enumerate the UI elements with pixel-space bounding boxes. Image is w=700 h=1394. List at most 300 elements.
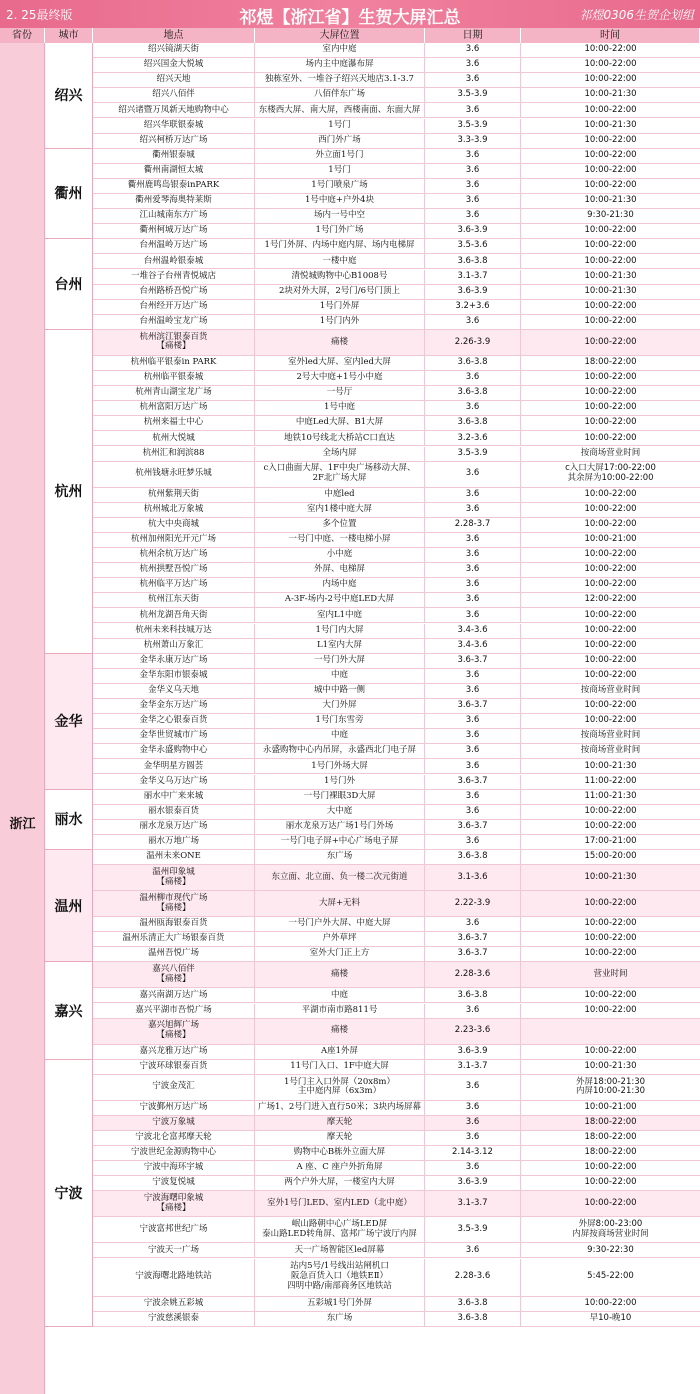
table-row	[93, 1060, 700, 1075]
date-text: 3.6-3.8	[457, 851, 488, 862]
time-cell	[521, 416, 700, 430]
time-text: 11:00-21:30	[584, 790, 637, 801]
venue-text: 台州温岭银泰城	[143, 255, 204, 266]
date-text: 3.5-3.6	[457, 240, 488, 251]
date-cell	[425, 518, 521, 532]
screen-location-text: 一楼中庭	[322, 255, 357, 266]
table-row	[93, 775, 700, 790]
venue-cell	[93, 699, 255, 713]
venue-cell	[93, 43, 255, 57]
date-text: 3.1-3.7	[457, 270, 488, 281]
date-text: 3.6	[465, 685, 480, 696]
time-cell	[521, 1259, 700, 1296]
time-text: 18:00-22:00	[584, 357, 637, 368]
time-cell	[521, 401, 700, 415]
venue-text: 宁波环球银泰百货	[139, 1060, 208, 1071]
venue-text: 【痛楼】	[156, 1030, 191, 1041]
date-cell	[425, 669, 521, 683]
time-text: 外屏8:00-23:00	[578, 1219, 643, 1230]
time-cell	[521, 932, 700, 946]
date-cell	[425, 1101, 521, 1115]
time-cell	[521, 239, 700, 253]
time-text: 10:00-21:00	[584, 1101, 637, 1112]
date-text: 3.4-3.6	[457, 624, 488, 635]
screen-location-cell	[255, 1116, 425, 1130]
screen-location-cell	[255, 775, 425, 789]
screen-location-text: 泰山路LED转角屏、富邦广场宁波厅内屏	[262, 1228, 417, 1239]
time-cell	[521, 1075, 700, 1100]
screen-location-cell	[255, 88, 425, 102]
date-cell	[425, 447, 521, 461]
date-cell	[425, 134, 521, 148]
time-cell	[521, 503, 700, 517]
time-text: 10:00-22:00	[584, 700, 637, 711]
venue-cell	[93, 1045, 255, 1059]
time-cell	[521, 462, 700, 487]
venue-cell	[93, 1312, 255, 1326]
date-text: 3.6	[465, 164, 480, 175]
table-row	[93, 73, 700, 88]
venue-cell	[93, 194, 255, 208]
screen-location-cell	[255, 1191, 425, 1216]
venue-text: 杭州青山湖宝龙广场	[135, 387, 212, 398]
date-text: 2.23-3.6	[454, 1025, 491, 1036]
time-cell	[521, 1019, 700, 1044]
time-cell	[521, 194, 700, 208]
venue-cell	[93, 300, 255, 314]
table-row	[93, 1019, 700, 1045]
time-text: c入口大屏17:00-22:00	[565, 463, 656, 474]
screen-location-text: A 座、C 座户外折角屏	[296, 1162, 383, 1173]
screen-location-text: 地铁10号线北大桥站C口直达	[284, 432, 395, 443]
time-cell	[521, 744, 700, 758]
time-cell	[521, 669, 700, 683]
time-text: 10:00-21:30	[584, 270, 637, 281]
screen-location-cell	[255, 330, 425, 355]
venue-cell	[93, 744, 255, 758]
date-cell	[425, 285, 521, 299]
table-row	[93, 1116, 700, 1131]
screen-location-cell	[255, 891, 425, 916]
screen-location-text: 东立面、北立面、负一楼二次元街道	[271, 871, 408, 882]
city-cell: 绍兴	[45, 43, 93, 149]
venue-text: 衢州鹿鸣岛银泰inPARK	[127, 180, 220, 191]
date-text: 3.6	[465, 1117, 480, 1128]
time-cell	[521, 1161, 700, 1175]
screen-location-text: 2号大中庭+1号小中庭	[296, 372, 383, 383]
date-text: 3.6	[465, 44, 480, 55]
table-row	[93, 1045, 700, 1060]
venue-text: 温州吾悦广场	[147, 948, 199, 959]
screen-location-text: 一号门裸眼3D大屏	[303, 790, 376, 801]
venue-text: 金华永康万达广场	[139, 654, 208, 665]
venue-text: 杭州大悦城	[152, 432, 195, 443]
screen-location-text: 东广场	[326, 1312, 353, 1323]
time-cell	[521, 270, 700, 284]
col-screen-location: 大屏位置	[255, 28, 425, 43]
screen-location-cell	[255, 1131, 425, 1145]
venue-cell	[93, 401, 255, 415]
venue-cell	[93, 371, 255, 385]
city-cell: 丽水	[45, 790, 93, 850]
date-text: 3.6-3.7	[457, 654, 488, 665]
venue-cell	[93, 1116, 255, 1130]
venue-text: 杭州富阳万达广场	[139, 402, 208, 413]
venue-text: 金华之心银泰百货	[139, 715, 208, 726]
date-text: 2.28-3.6	[454, 1271, 491, 1282]
time-text: 10:00-22:00	[584, 948, 637, 959]
screen-location-cell	[255, 932, 425, 946]
date-cell	[425, 356, 521, 370]
screen-location-text: 一号门户外大屏、中庭大屏	[288, 918, 391, 929]
venue-cell	[93, 134, 255, 148]
screen-location-cell	[255, 1297, 425, 1311]
time-cell	[521, 431, 700, 445]
time-text: 10:00-22:00	[584, 315, 637, 326]
screen-location-text: 1号门东雪旁	[315, 715, 364, 726]
date-text: 2.22-3.9	[454, 897, 491, 908]
table-row	[93, 356, 700, 371]
screen-location-text: 痛楼	[330, 969, 348, 979]
time-text: 内屏按商场营业时间	[572, 1228, 649, 1239]
date-cell	[425, 533, 521, 547]
time-cell	[521, 805, 700, 819]
venue-text: 绍兴八佰伴	[152, 89, 195, 100]
date-text: 3.6	[465, 402, 480, 413]
screen-location-cell	[255, 699, 425, 713]
time-cell	[521, 639, 700, 653]
venue-text: 宁波金茂汇	[152, 1081, 195, 1092]
screen-location-cell	[255, 1019, 425, 1044]
table-row	[93, 563, 700, 578]
table-row	[93, 134, 700, 149]
date-cell	[425, 1045, 521, 1059]
time-cell	[521, 1191, 700, 1216]
date-cell	[425, 1131, 521, 1145]
time-cell	[521, 835, 700, 849]
venue-cell	[93, 1075, 255, 1100]
date-text: 3.6	[465, 488, 480, 499]
venue-text: 【痛楼】	[156, 973, 191, 984]
venue-cell	[93, 179, 255, 193]
date-cell	[425, 58, 521, 72]
province-name: 浙江	[9, 817, 36, 832]
screen-location-text: 天一广场智能区led屏幕	[294, 1244, 385, 1255]
table-row	[93, 401, 700, 416]
time-cell	[521, 593, 700, 607]
table-row	[93, 58, 700, 73]
date-text: 3.6-3.7	[457, 820, 488, 831]
venue-text: 宁波世纪金源购物中心	[130, 1147, 216, 1158]
venue-text: 嘉兴龙雅万达广场	[139, 1045, 208, 1056]
date-cell	[425, 1075, 521, 1100]
venue-text: 宁波鄞州万达广场	[139, 1101, 208, 1112]
date-text: 3.6-3.9	[457, 225, 488, 236]
time-cell	[521, 699, 700, 713]
time-text: 17:00-21:00	[584, 836, 637, 847]
screen-location-cell	[255, 447, 425, 461]
screen-location-cell	[255, 194, 425, 208]
venue-text: 衢州爱琴海奥特莱斯	[135, 195, 212, 206]
date-text: 3.6	[465, 1004, 480, 1015]
screen-location-cell	[255, 1060, 425, 1074]
time-text: 10:00-22:00	[584, 989, 637, 1000]
table-row	[93, 447, 700, 462]
table-row	[93, 917, 700, 932]
screen-location-cell	[255, 518, 425, 532]
screen-location-text: 大屏+无料	[318, 897, 361, 908]
date-text: 3.6	[465, 468, 480, 479]
date-cell	[425, 315, 521, 329]
screen-location-cell	[255, 1176, 425, 1190]
date-text: 3.5-3.9	[457, 89, 488, 100]
time-cell	[521, 684, 700, 698]
venue-cell	[93, 356, 255, 370]
time-text: 10:00-22:00	[584, 918, 637, 929]
venue-cell	[93, 330, 255, 355]
date-cell	[425, 164, 521, 178]
table-row	[93, 1004, 700, 1019]
time-cell	[521, 386, 700, 400]
venue-text: 杭州临平银泰in PARK	[130, 357, 217, 368]
venue-cell	[93, 790, 255, 804]
screen-location-text: A座1外屏	[320, 1045, 359, 1056]
time-text: 11:00-22:00	[584, 775, 637, 786]
venue-cell	[93, 729, 255, 743]
screen-location-text: 中庭	[330, 669, 348, 680]
venue-cell	[93, 224, 255, 238]
time-text: 10:00-22:00	[584, 387, 637, 398]
venue-cell	[93, 488, 255, 502]
screen-location-cell	[255, 503, 425, 517]
screen-location-cell	[255, 1217, 425, 1242]
screen-location-text: 1号中庭	[324, 402, 355, 413]
time-text: 外屏18:00-21:30	[575, 1076, 646, 1087]
table-row	[93, 639, 700, 654]
time-text: 10:00-22:00	[584, 1004, 637, 1015]
time-cell	[521, 1060, 700, 1074]
table-row	[93, 239, 700, 254]
time-cell	[521, 254, 700, 268]
time-text: 10:00-21:30	[584, 119, 637, 130]
screen-location-text: 一号门电子屏+中心广场电子屏	[280, 836, 399, 847]
venue-cell	[93, 416, 255, 430]
time-text: 10:00-22:00	[584, 1045, 637, 1056]
venue-cell	[93, 639, 255, 653]
time-text: 9:30-21:30	[587, 210, 634, 221]
time-text: 10:00-21:30	[584, 871, 637, 882]
table-row	[93, 462, 700, 488]
date-text: 3.6-3.8	[457, 357, 488, 368]
table-row	[93, 1243, 700, 1258]
table-row	[93, 548, 700, 563]
date-text: 2.14-3.12	[452, 1147, 493, 1158]
table-row	[93, 518, 700, 533]
screen-location-cell	[255, 224, 425, 238]
time-text: 10:00-22:00	[584, 609, 637, 620]
table-row	[93, 1191, 700, 1217]
time-text: 18:00-22:00	[584, 1147, 637, 1158]
time-text: 10:00-22:00	[584, 74, 637, 85]
time-cell	[521, 356, 700, 370]
date-cell	[425, 1191, 521, 1216]
date-cell	[425, 820, 521, 834]
date-text: 3.6	[465, 1081, 480, 1092]
date-text: 3.6	[465, 564, 480, 575]
venue-text: 宁波中海环宇城	[143, 1162, 204, 1173]
screen-location-cell	[255, 315, 425, 329]
date-cell	[425, 805, 521, 819]
date-text: 2.28-3.6	[454, 969, 491, 979]
venue-text: 杭大中央商城	[147, 518, 199, 529]
venue-cell	[93, 891, 255, 916]
screen-location-cell	[255, 1101, 425, 1115]
time-cell	[521, 865, 700, 890]
date-cell	[425, 149, 521, 163]
date-cell	[425, 386, 521, 400]
date-cell	[425, 608, 521, 622]
venue-cell	[93, 58, 255, 72]
table-row	[93, 1312, 700, 1327]
screen-location-cell	[255, 654, 425, 668]
time-text: 10:00-22:00	[584, 564, 637, 575]
screen-location-text: 岷山路朝中心广场LED屏	[291, 1219, 388, 1230]
venue-cell	[93, 285, 255, 299]
table-row	[93, 416, 700, 431]
table-row	[93, 820, 700, 835]
screen-location-cell	[255, 578, 425, 592]
time-text: 12:00-22:00	[584, 594, 637, 605]
screen-location-text: 一号门中庭、一楼电梯小屏	[288, 534, 391, 545]
table-row	[93, 669, 700, 684]
date-text: 3.6	[465, 372, 480, 383]
screen-location-text: 室内1楼中庭大屏	[307, 503, 372, 514]
date-text: 3.6	[465, 315, 480, 326]
screen-location-text: 外屏、电梯屏	[313, 564, 365, 575]
screen-location-cell	[255, 962, 425, 987]
time-text: 10:00-22:00	[584, 1198, 637, 1208]
date-cell	[425, 578, 521, 592]
venue-text: 宁波富邦世纪广场	[139, 1224, 208, 1234]
date-text: 3.6-3.8	[457, 1312, 488, 1323]
venue-text: 衢州南湖恒太城	[143, 164, 204, 175]
venue-text: 杭州江东天街	[147, 594, 199, 605]
screen-location-text: c入口曲面大屏、1F中央广场移动大屏、	[263, 463, 416, 474]
venue-text: 丽水万地广场	[147, 836, 199, 847]
table-row	[93, 503, 700, 518]
time-text: 10:00-22:00	[584, 715, 637, 726]
screen-location-text: 中庭Led大屏、B1大屏	[295, 417, 384, 428]
time-text: 10:00-22:00	[584, 225, 637, 236]
screen-location-text: 五彩城1号门外屏	[307, 1297, 372, 1308]
venue-cell	[93, 578, 255, 592]
venue-text: 杭州滨江银泰百货	[139, 331, 208, 342]
time-cell	[521, 488, 700, 502]
venue-text: 温州未来ONE	[146, 851, 201, 862]
time-cell	[521, 1146, 700, 1160]
screen-location-cell	[255, 386, 425, 400]
date-cell	[425, 932, 521, 946]
venue-cell	[93, 962, 255, 987]
date-text: 3.5-3.9	[457, 1224, 488, 1234]
time-text: 10:00-22:00	[584, 300, 637, 311]
date-cell	[425, 43, 521, 57]
date-cell	[425, 548, 521, 562]
venue-text: 金华义乌天地	[147, 685, 199, 696]
venue-text: 杭州加州阳光开元广场	[130, 534, 216, 545]
time-text: 营业时间	[593, 969, 628, 979]
time-text: 早10-晚10	[589, 1312, 632, 1323]
venue-text: 丽水龙泉万达广场	[139, 820, 208, 831]
table-row	[93, 578, 700, 593]
time-text: 15:00-20:00	[584, 851, 637, 862]
venue-cell	[93, 315, 255, 329]
time-cell	[521, 820, 700, 834]
screen-location-cell	[255, 1004, 425, 1018]
venue-text: 嘉兴平湖市吾悦广场	[135, 1004, 212, 1015]
screen-location-cell	[255, 947, 425, 961]
table-row	[93, 805, 700, 820]
screen-location-text: 室内L1中庭	[316, 609, 363, 620]
table-row	[93, 1176, 700, 1191]
time-text: 10:00-22:00	[584, 503, 637, 514]
date-text: 3.6	[465, 210, 480, 221]
date-text: 3.6-3.7	[457, 933, 488, 944]
date-cell	[425, 624, 521, 638]
date-text: 3.1-3.7	[457, 1060, 488, 1071]
screen-location-text: 摩天轮	[326, 1117, 353, 1128]
time-text: 10:00-22:00	[584, 639, 637, 650]
table-row	[93, 88, 700, 103]
screen-location-text: 1号门外屏	[319, 300, 360, 311]
table-row	[93, 729, 700, 744]
screen-location-text: 内场中庭	[322, 579, 357, 590]
venue-text: 杭州萧山万象汇	[143, 639, 204, 650]
date-text: 3.6	[465, 549, 480, 560]
time-text: 10:00-22:00	[584, 402, 637, 413]
date-cell	[425, 194, 521, 208]
venue-cell	[93, 1019, 255, 1044]
date-text: 3.6-3.8	[457, 387, 488, 398]
time-cell	[521, 548, 700, 562]
date-text: 3.6	[465, 195, 480, 206]
date-cell	[425, 73, 521, 87]
venue-cell	[93, 1146, 255, 1160]
venue-text: 嘉兴南湖万达广场	[139, 989, 208, 1000]
date-cell	[425, 488, 521, 502]
screen-location-cell	[255, 1161, 425, 1175]
time-cell	[521, 790, 700, 804]
venue-cell	[93, 239, 255, 253]
time-text: 10:00-22:00	[584, 488, 637, 499]
table-row	[93, 194, 700, 209]
time-text: 其余屏为10:00-22:00	[567, 473, 654, 484]
venue-cell	[93, 103, 255, 117]
date-cell	[425, 891, 521, 916]
table-row	[93, 371, 700, 386]
screen-location-cell	[255, 729, 425, 743]
screen-location-text: 2块对外大屏，2号门/6号门顶上	[278, 285, 401, 296]
screen-location-text: 西门外广场	[318, 134, 361, 145]
date-text: 3.4-3.6	[457, 639, 488, 650]
time-cell	[521, 775, 700, 789]
time-cell	[521, 654, 700, 668]
table-row	[93, 1131, 700, 1146]
date-text: 3.5-3.9	[457, 119, 488, 130]
screen-location-cell	[255, 639, 425, 653]
province-cell	[0, 43, 45, 1394]
table-row	[93, 835, 700, 850]
